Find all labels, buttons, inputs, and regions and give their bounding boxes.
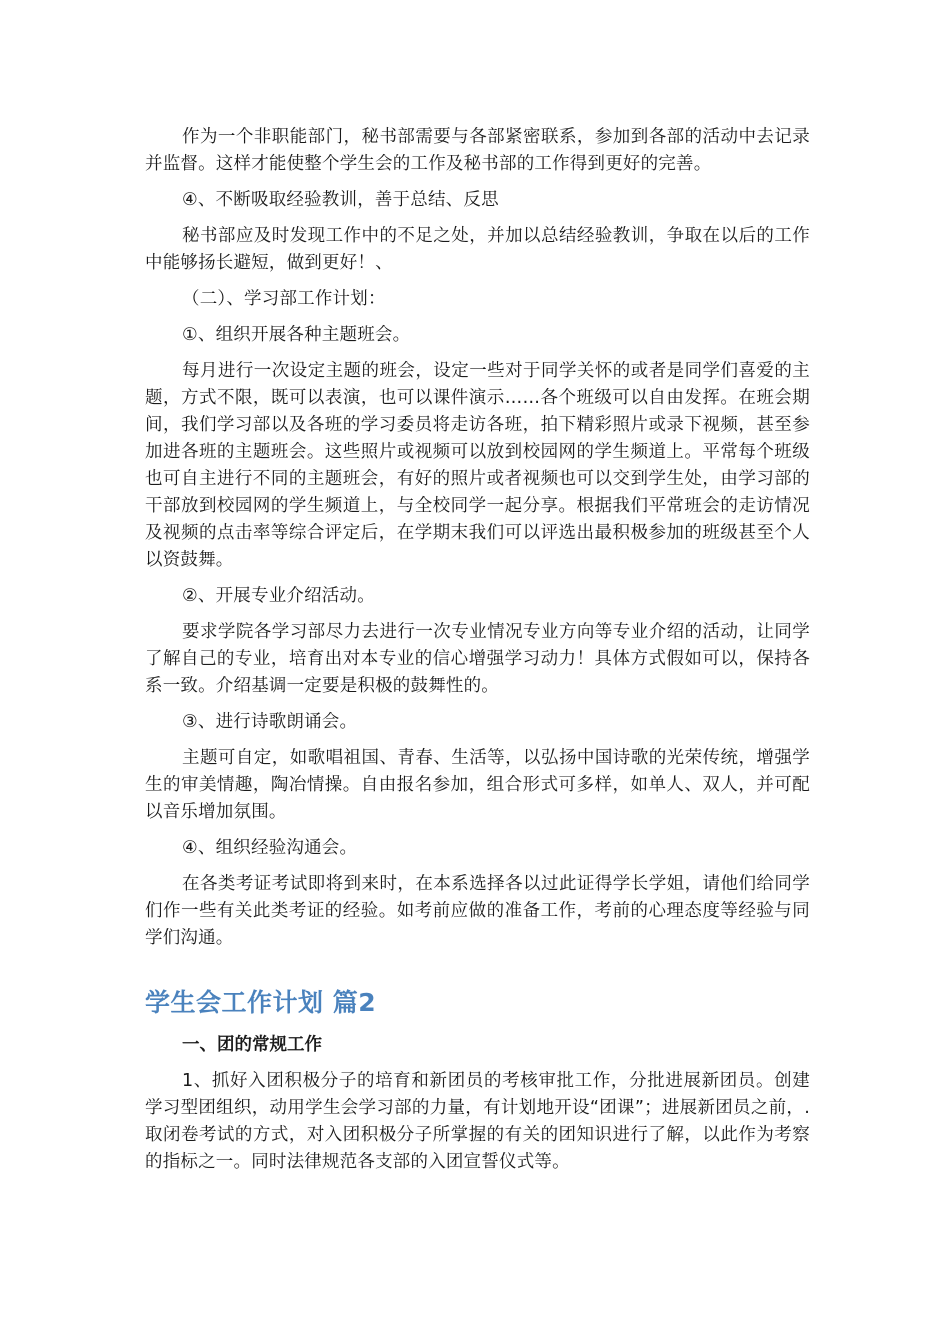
paragraph-theme-meetings: 每月进行一次设定主题的班会，设定一些对于同学关怀的或者是同学们喜爱的主题，方式不限，既可以表演，也可以课件演示……各个班级可以自由发挥。在班会期间，我们学习部以及各班的学习委员将走访各班，拍下精彩照片或录下视频，甚至参加进各班的主题班会。这些照片或视频可以放到校园网的学生频道上。平常每个班级也可自主进行不同的主题班会，有好的照片或者视频也可以交到学生处，由学习部的干部放到校园网的学生频道上，与全校同学一起分享。根据我们平常班会的走访情况及视频的点击率等综合评定后，在学期末我们可以评选出最积极参加的班级甚至个人以资鼓舞。 — [145, 361, 810, 570]
subheading-league-work: 一、团的常规工作 — [182, 1035, 322, 1055]
item-4-summarize: ④、不断吸取经验教训，善于总结、反思 — [182, 190, 499, 210]
paragraph-secretariat-cooperation: 作为一个非职能部门，秘书部需要与各部紧密联系，参加到各部的活动中去记录并监督。这样才能使整个学生会的工作及秘书部的工作得到更好的完善。 — [145, 127, 810, 174]
paragraph-poetry-recital: 主题可自定，如歌唱祖国、青春、生活等，以弘扬中国诗歌的光荣传统，增强学生的审美情趣，陶冶情操。自由报名参加，组合形式可多样，如单人、双人，并可配以音乐增加氛围。 — [145, 748, 810, 822]
paragraph-new-members: 1、抓好入团积极分子的培育和新团员的考核审批工作，分批进展新团员。创建学习型团组织，动用学生会学习部的力量，有计划地开设“团课”；进展新团员之前，.取闭卷考试的方式，对入团积极分子所掌握的有关的团知识进行了解，以此作为考察的指标之一。同时法律规范各支部的入团宣誓仪式等。 — [145, 1071, 810, 1172]
paragraph-experience-exchange: 在各类考证考试即将到来时，在本系选择各以过此证得学长学姐，请他们给同学们作一些有关此类考证的经验。如考前应做的准备工作，考前的心理态度等经验与同学们沟通。 — [145, 874, 810, 948]
item-2-major-introduction: ②、开展专业介绍活动。 — [182, 586, 375, 606]
item-1-theme-meetings: ①、组织开展各种主题班会。 — [182, 325, 411, 345]
document-page — [145, 124, 810, 1176]
section-heading: 学生会工作计划 篇2 — [145, 988, 377, 1017]
section-study-department: （二）、学习部工作计划： — [182, 289, 386, 309]
item-4-experience-exchange: ④、组织经验沟通会。 — [182, 838, 358, 858]
paragraph-secretariat-lessons: 秘书部应及时发现工作中的不足之处，并加以总结经验教训，争取在以后的工作中能够扬长避短，做到更好！、 — [145, 226, 810, 273]
paragraph-major-introduction: 要求学院各学习部尽力去进行一次专业情况专业方向等专业介绍的活动，让同学了解自己的专业，培育出对本专业的信心增强学习动力！具体方式假如可以，保持各系一致。介绍基调一定要是积极的鼓舞性的。 — [145, 622, 810, 696]
item-3-poetry-recital: ③、进行诗歌朗诵会。 — [182, 712, 358, 732]
